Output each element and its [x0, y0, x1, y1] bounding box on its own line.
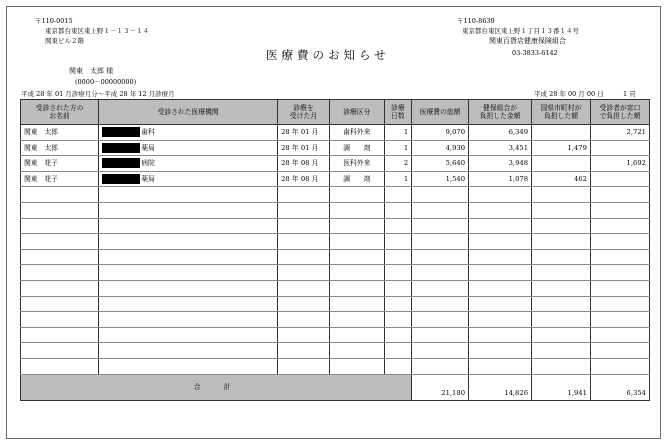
- cell-days: [384, 327, 411, 343]
- cell-month: [278, 312, 330, 328]
- total-total: 21,180: [412, 374, 469, 400]
- cell-month: [278, 234, 330, 250]
- cell-category: [329, 187, 384, 203]
- cell-public: [532, 249, 591, 265]
- cell-total: 1,540: [412, 171, 469, 187]
- cell-total: [412, 202, 469, 218]
- cell-institution: [99, 202, 278, 218]
- cell-category: [329, 296, 384, 312]
- header-insurer: 健保組合が 負担した金額: [469, 100, 532, 125]
- cell-public: [532, 312, 591, 328]
- cell-patient-share: [590, 358, 649, 374]
- cell-public: [532, 234, 591, 250]
- cell-patient-share: [590, 249, 649, 265]
- cell-month: [278, 343, 330, 359]
- cell-insurer: [469, 234, 532, 250]
- header-category: 診療区分: [329, 100, 384, 125]
- cell-days: [384, 249, 411, 265]
- cell-public: [532, 187, 591, 203]
- cell-institution: [99, 280, 278, 296]
- table-row: [21, 187, 650, 203]
- header-total: 医療費の総額: [412, 100, 469, 125]
- recipient-postal: 〒110-0015: [35, 17, 73, 25]
- cell-insurer: [469, 312, 532, 328]
- institution-suffix: 病院: [141, 159, 155, 168]
- redaction-block: [102, 127, 140, 137]
- cell-category: [329, 312, 384, 328]
- cell-institution: [99, 125, 278, 141]
- cell-public: [532, 343, 591, 359]
- cell-institution: [99, 234, 278, 250]
- table-row: [21, 358, 650, 374]
- issue-date: 平成 28 年 00 月 00 日: [534, 90, 604, 98]
- cell-category: [329, 249, 384, 265]
- table-row: [21, 140, 650, 156]
- cell-public: [532, 296, 591, 312]
- cell-month: [278, 265, 330, 281]
- cell-public: 1,479: [532, 140, 591, 156]
- cell-month: [278, 358, 330, 374]
- cell-category: 歯科外来: [329, 125, 384, 141]
- cell-category: [329, 327, 384, 343]
- cell-patient-share: [590, 140, 649, 156]
- cell-total: 5,640: [412, 156, 469, 172]
- cell-category: 医科外来: [329, 156, 384, 172]
- cell-insurer: [469, 358, 532, 374]
- table-row: [21, 312, 650, 328]
- cell-month: 28 年 08 月: [278, 171, 330, 187]
- cell-name: [21, 312, 99, 328]
- cell-institution: [99, 171, 278, 187]
- total-insurer: 14,826: [469, 374, 532, 400]
- cell-insurer: 3,451: [469, 140, 532, 156]
- cell-days: 1: [384, 140, 411, 156]
- cell-days: [384, 343, 411, 359]
- cell-name: 関東 太郎: [21, 125, 99, 141]
- cell-days: [384, 218, 411, 234]
- page-number: 1 頁: [623, 90, 636, 98]
- document-title: 医療費のお知らせ: [266, 48, 390, 62]
- cell-public: [532, 358, 591, 374]
- table-row: [21, 296, 650, 312]
- cell-insurer: [469, 202, 532, 218]
- cell-patient-share: [590, 265, 649, 281]
- cell-days: [384, 234, 411, 250]
- table-row: [21, 280, 650, 296]
- cell-days: [384, 312, 411, 328]
- recipient-building: 関東ビル２階: [45, 37, 84, 45]
- cell-category: 調 剤: [329, 140, 384, 156]
- cell-patient-share: 2,721: [590, 125, 649, 141]
- header-days: 診療 日数: [384, 100, 411, 125]
- cell-name: [21, 249, 99, 265]
- cell-public: [532, 202, 591, 218]
- cell-public: [532, 125, 591, 141]
- cell-patient-share: [590, 296, 649, 312]
- recipient-id: (0000－00000000): [75, 78, 137, 86]
- table-header-row: [21, 100, 650, 125]
- table-row: [21, 156, 650, 172]
- medical-expense-table: [20, 99, 650, 401]
- cell-public: [532, 265, 591, 281]
- cell-category: [329, 202, 384, 218]
- cell-month: [278, 218, 330, 234]
- recipient-name: 関東 太郎 様: [69, 67, 114, 75]
- cell-category: [329, 358, 384, 374]
- total-public: 1,941: [532, 374, 591, 400]
- cell-public: [532, 156, 591, 172]
- cell-total: [412, 280, 469, 296]
- cell-total: [412, 312, 469, 328]
- sender-address: 東京都台東区東上野１丁目１３番１４号: [462, 27, 579, 35]
- sender-phone: 03-3833-6142: [512, 49, 558, 57]
- cell-patient-share: [590, 312, 649, 328]
- cell-category: [329, 234, 384, 250]
- cell-insurer: [469, 327, 532, 343]
- cell-month: 28 年 08 月: [278, 156, 330, 172]
- cell-total: [412, 265, 469, 281]
- cell-institution: [99, 140, 278, 156]
- table-row: [21, 125, 650, 141]
- cell-patient-share: [590, 171, 649, 187]
- table-row: [21, 327, 650, 343]
- table-row: [21, 343, 650, 359]
- table-row: [21, 234, 650, 250]
- redaction-block: [102, 174, 140, 184]
- sender-postal: 〒110-8639: [457, 17, 495, 25]
- header-public: 国県市町村が 負担した額: [532, 100, 591, 125]
- total-patient: 6,354: [590, 374, 649, 400]
- cell-days: [384, 280, 411, 296]
- cell-name: [21, 343, 99, 359]
- cell-category: [329, 280, 384, 296]
- cell-month: 28 年 01 月: [278, 125, 330, 141]
- cell-name: 関東 太郎: [21, 140, 99, 156]
- cell-days: [384, 202, 411, 218]
- cell-month: [278, 202, 330, 218]
- cell-insurer: [469, 343, 532, 359]
- cell-patient-share: [590, 280, 649, 296]
- cell-public: [532, 327, 591, 343]
- cell-name: 関東 花子: [21, 171, 99, 187]
- table-row: [21, 202, 650, 218]
- cell-days: 1: [384, 125, 411, 141]
- cell-total: [412, 327, 469, 343]
- cell-patient-share: [590, 343, 649, 359]
- cell-institution: [99, 156, 278, 172]
- header-institution: 受診された医療機関: [99, 100, 278, 125]
- cell-category: [329, 343, 384, 359]
- cell-category: [329, 265, 384, 281]
- cell-insurer: 6,349: [469, 125, 532, 141]
- cell-name: [21, 296, 99, 312]
- cell-name: [21, 218, 99, 234]
- cell-total: [412, 218, 469, 234]
- cell-name: 関東 花子: [21, 156, 99, 172]
- cell-total: 4,930: [412, 140, 469, 156]
- cell-category: 調 剤: [329, 171, 384, 187]
- cell-institution: [99, 296, 278, 312]
- institution-suffix: 歯科: [141, 128, 155, 137]
- table-row: [21, 171, 650, 187]
- cell-insurer: 3,948: [469, 156, 532, 172]
- cell-institution: [99, 312, 278, 328]
- cell-name: [21, 358, 99, 374]
- cell-category: [329, 218, 384, 234]
- cell-month: 28 年 01 月: [278, 140, 330, 156]
- cell-days: 1: [384, 171, 411, 187]
- notice-sheet: [6, 6, 661, 439]
- table-row: [21, 265, 650, 281]
- redaction-block: [102, 158, 140, 168]
- cell-total: [412, 234, 469, 250]
- cell-insurer: [469, 280, 532, 296]
- cell-month: [278, 296, 330, 312]
- cell-institution: [99, 265, 278, 281]
- total-row: [21, 374, 650, 400]
- redaction-block: [102, 143, 140, 153]
- header-patient-name: 受診された方の お名前: [21, 100, 99, 125]
- cell-institution: [99, 218, 278, 234]
- cell-patient-share: 1,692: [590, 156, 649, 172]
- cell-days: [384, 265, 411, 281]
- header-month: 診療を 受けた月: [278, 100, 330, 125]
- cell-insurer: [469, 218, 532, 234]
- total-label: 合 計: [21, 374, 412, 400]
- cell-name: [21, 280, 99, 296]
- cell-total: [412, 187, 469, 203]
- cell-insurer: [469, 249, 532, 265]
- cell-institution: [99, 358, 278, 374]
- cell-insurer: 1,078: [469, 171, 532, 187]
- cell-name: [21, 234, 99, 250]
- institution-suffix: 薬局: [141, 175, 155, 184]
- header-patient-share: 受診者が窓口 で負担した額: [590, 100, 649, 125]
- cell-public: 462: [532, 171, 591, 187]
- cell-insurer: [469, 187, 532, 203]
- sender-name: 関東百貨店健康保険組合: [489, 37, 566, 45]
- cell-patient-share: [590, 234, 649, 250]
- cell-total: [412, 249, 469, 265]
- period: 平成 28 年 01 月診療月分～平成 28 年 12 月診療月: [21, 90, 175, 98]
- cell-name: [21, 202, 99, 218]
- cell-name: [21, 187, 99, 203]
- cell-month: [278, 280, 330, 296]
- cell-institution: [99, 187, 278, 203]
- cell-institution: [99, 327, 278, 343]
- cell-days: [384, 296, 411, 312]
- cell-month: [278, 187, 330, 203]
- cell-days: 2: [384, 156, 411, 172]
- cell-public: [532, 218, 591, 234]
- cell-month: [278, 249, 330, 265]
- cell-total: [412, 296, 469, 312]
- cell-total: [412, 358, 469, 374]
- cell-days: [384, 358, 411, 374]
- cell-total: [412, 343, 469, 359]
- cell-institution: [99, 343, 278, 359]
- cell-days: [384, 187, 411, 203]
- cell-patient-share: [590, 327, 649, 343]
- cell-name: [21, 265, 99, 281]
- cell-month: [278, 327, 330, 343]
- cell-patient-share: [590, 218, 649, 234]
- cell-patient-share: [590, 202, 649, 218]
- table-row: [21, 218, 650, 234]
- cell-insurer: [469, 265, 532, 281]
- cell-name: [21, 327, 99, 343]
- table-row: [21, 249, 650, 265]
- cell-total: 9,070: [412, 125, 469, 141]
- cell-public: [532, 280, 591, 296]
- cell-insurer: [469, 296, 532, 312]
- cell-patient-share: [590, 187, 649, 203]
- institution-suffix: 薬局: [141, 143, 155, 152]
- recipient-address: 東京都台東区東上野１－１３－１４: [45, 27, 149, 35]
- cell-institution: [99, 249, 278, 265]
